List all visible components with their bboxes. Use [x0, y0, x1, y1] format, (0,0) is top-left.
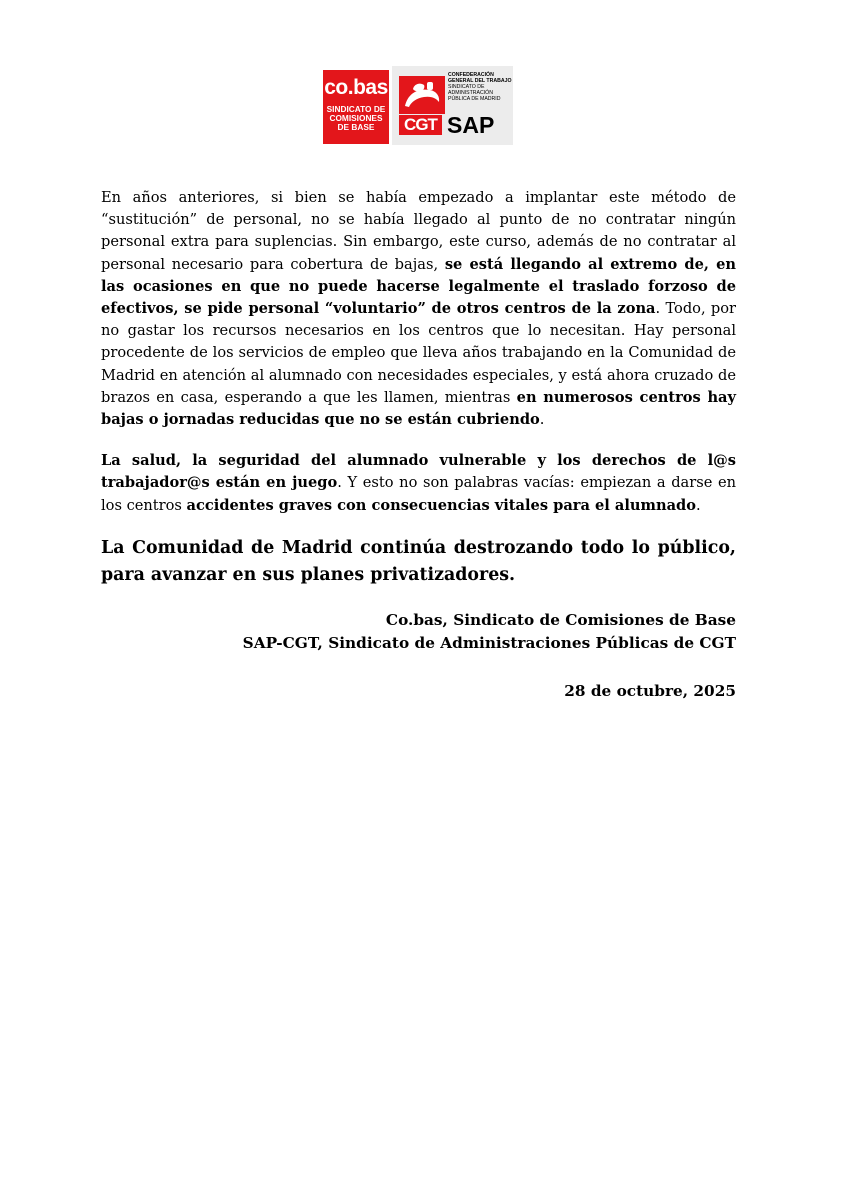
sap-logo-text: SAP	[447, 112, 495, 138]
cgt-sap-logo	[392, 66, 513, 145]
cobas-logo-name: co.bas	[324, 76, 388, 99]
paragraph-2	[101, 450, 736, 517]
signature-line-cobas: Co.bas, Sindicato de Comisiones de Base	[385, 611, 736, 629]
paragraph-2-segment: .	[695, 496, 701, 514]
paragraph-2-bold-segment: La salud, la seguridad del alumnado vulnerable y los derechos de l@s trabajador@s están en juego	[101, 452, 736, 492]
paragraph-1-bold-segment: se está llegando al extremo de, en las ocasiones en que no puede hacerse legalmente el traslado forzoso de efectivos, se pide personal “voluntario” de otros centros de la zona	[101, 255, 737, 318]
cgt-caption-line-4: ADMINISTRACIÓN	[448, 90, 493, 96]
document-body	[101, 187, 736, 590]
document-date: 28 de octubre, 2025	[564, 682, 736, 700]
cobas-logo-subtitle-2: COMISIONES	[329, 113, 383, 123]
cgt-caption-line-3: SINDICATO DE	[448, 84, 485, 90]
conclusion-statement: La Comunidad de Madrid continúa destrozando todo lo público, para avanzar en sus planes privatizadores.	[101, 537, 736, 586]
cgt-fist-emblem-icon	[399, 76, 445, 114]
paragraph-1-bold-segment: en numerosos centros hay bajas o jornadas reducidas que no se están cubriendo	[101, 388, 736, 429]
paragraph-1	[101, 187, 736, 431]
cobas-logo-subtitle-3: DE BASE	[337, 122, 375, 132]
cgt-caption-line-2: GENERAL DEL TRABAJO	[448, 78, 512, 84]
cgt-caption-line-1: CONFEDERACIÓN	[448, 72, 494, 78]
signature-line-sap-cgt: SAP-CGT, Sindicato de Administraciones Públicas de CGT	[242, 634, 736, 652]
cgt-logo-caption	[448, 72, 512, 102]
cgt-logo-text: CGT	[399, 115, 442, 135]
paragraph-1-segment: En años anteriores, si bien se había empezado a implantar este método de “sustitución” de personal, no se había llegado al punto de no contratar ningún personal extra para suplencias. Sin embargo, este curso, además de no contratar al personal necesario para cobertura de bajas,	[101, 189, 736, 273]
paragraph-2-segment: . Y esto no son palabras vacías: empiezan a darse en los centros	[101, 474, 737, 514]
paragraph-1-segment: .	[539, 411, 545, 429]
cobas-logo-subtitle-1: SINDICATO DE	[326, 104, 386, 114]
paragraph-1-segment: . Todo, por no gastar los recursos necesarios en los centros que lo necesitan. Hay personal procedente de los servicios de empleo que lleva años trabajando en la Comunidad de Madrid en atención al alumnado con necesidades especiales, y está ahora cruzado de brazos en casa, esperando a que les llamen, mientras	[101, 300, 736, 406]
paragraph-2-bold-segment: accidentes graves con consecuencias vitales para el alumnado	[186, 496, 696, 514]
cgt-caption-line-5: PÚBLICA DE MADRID	[448, 96, 501, 102]
cobas-logo	[323, 70, 389, 144]
header-logos	[323, 66, 513, 145]
